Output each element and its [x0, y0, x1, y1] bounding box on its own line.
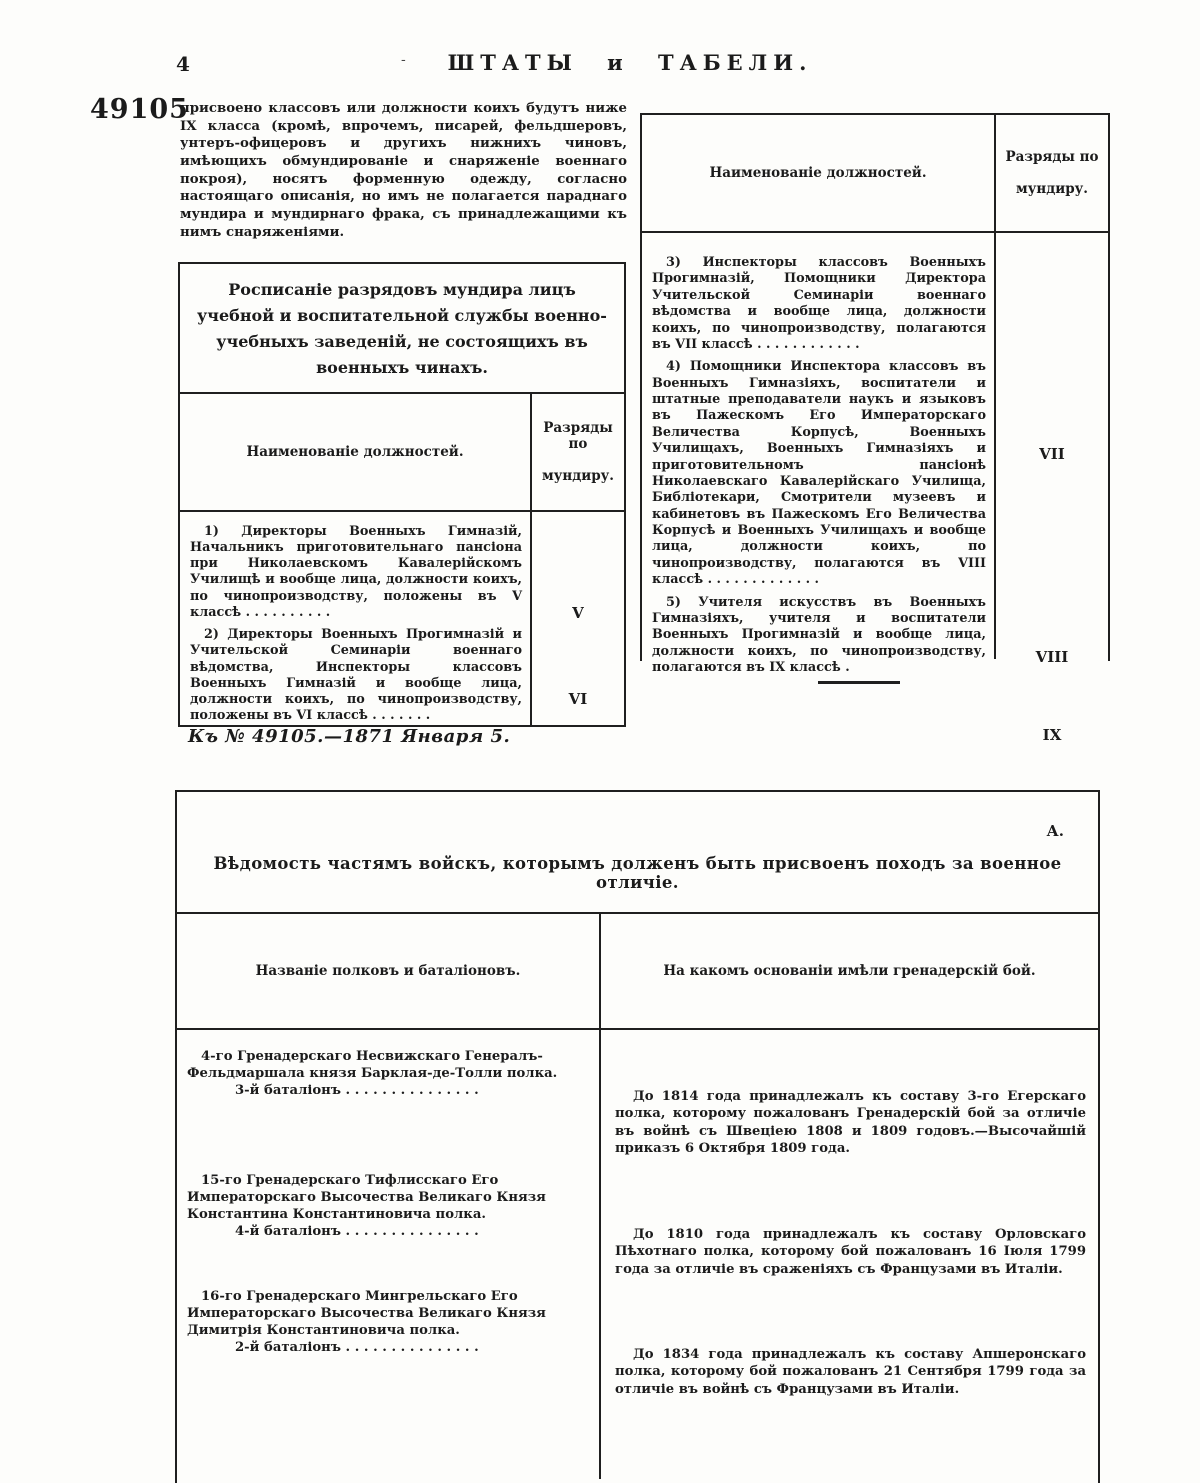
rank-value-entry-3: VII — [1039, 445, 1065, 463]
column-header-rank-line1: Разряды по — [1005, 149, 1099, 165]
scan-artifact-mark: - — [401, 52, 406, 68]
rank-cell — [996, 233, 1108, 744]
positions-cell — [642, 233, 996, 675]
uniform-ranks-table-right — [640, 113, 1110, 744]
regiment-entry-2 — [187, 1172, 589, 1241]
uniform-table-body-right — [642, 233, 1108, 744]
regiment-name: 16-го Гренадерскаго Мингрельскаго Его Императорскаго Высочества Великаго Князя Димитрія Константиновича полка. — [187, 1289, 546, 1339]
position-entry-2: 2) Директоры Военныхъ Прогимназій и Учительской Семинаріи военнаго вѣдомства, Инспекторы классовъ Военныхъ Гимназій и вообще лица, должности коихъ, по чинопроизводству, положены въ VI классѣ . . . . . . . — [190, 627, 522, 724]
page-header-title: ШТАТЫ и ТАБЕЛИ. — [447, 50, 813, 75]
regiment-name: 4-го Гренадерскаго Несвижскаго Генералъ-Фельдмаршала князя Барклая-де-Толли полка. — [187, 1049, 558, 1082]
regiments-column — [177, 1030, 601, 1479]
act-number: 49105 — [90, 94, 189, 125]
column-header-regiments: Названіе полковъ и баталіоновъ. — [177, 914, 601, 1028]
annex-table — [175, 790, 1100, 1483]
section-divider-dash — [818, 681, 900, 684]
annex-table-body — [177, 1030, 1098, 1479]
basis-entry-1: До 1814 года принадлежалъ къ составу 3-го Егерскаго полка, которому пожалованъ Гренадерскій бой за отличіе въ войнѣ съ Швеціею 1808 и 1809 годовъ.—Высочайшій приказъ 6 Октября 1809 года. — [615, 1089, 1086, 1157]
position-entry-1: 1) Директоры Военныхъ Гимназій, Начальникъ приготовительнаго пансіона при Николаевскомъ Кавалерійскомъ Училищѣ и вообще лица, должности коихъ, по чинопроизводству, положены въ V классѣ . . . . . . . . . . — [190, 523, 522, 620]
uniform-table-body-left — [180, 512, 624, 725]
rank-value-entry-2: VI — [568, 689, 588, 708]
basis-entry-2: До 1810 года принадлежалъ къ составу Орловскаго Пѣхотнаго полка, которому бой пожалованъ 16 Іюля 1799 года за отличіе въ сраженіяхъ съ Французами въ Италіи. — [615, 1227, 1086, 1277]
uniform-table-title: Росписаніе разрядовъ мундира лицъ учебной и воспитательной службы военно-учебныхъ заведеній, не состоящихъ въ военныхъ чинахъ. — [180, 264, 624, 394]
rank-value-entry-4: VIII — [1035, 648, 1069, 666]
intro-paragraph: присвоено классовъ или должности коихъ будутъ ниже IX класса (кромѣ, впрочемъ, писарей, фельдшеровъ, унтеръ-офицеровъ и другихъ нижнихъ чиновъ, имѣющихъ обмундированіе и снаряженіе военнаго покроя), носятъ форменную одежду, согласно настоящаго описанія, но имъ не полагается параднаго мундира и мундирнаго фрака, съ принадлежащими къ нимъ снаряженіями. — [180, 101, 627, 240]
position-entry-5: 5) Учителя искусствъ въ Военныхъ Гимназіяхъ, учителя и воспитатели Военныхъ Прогимназій и вообще лица, должности коихъ, по чинопроизводству, полагаются въ IX классѣ . — [652, 594, 986, 675]
position-entry-3: 3) Инспекторы классовъ Военныхъ Прогимназій, Помощники Директора Учительской Семинаріи военнаго вѣдомства и вообще лица, должности коихъ, по чинопроизводству, полагаются въ VII классѣ . . . . . . . . . . . . — [652, 255, 986, 352]
position-entry-4: 4) Помощники Инспектора классовъ въ Военныхъ Гимназіяхъ, воспитатели и штатные преподаватели наукъ и языковъ въ Пажескомъ Его Императорскаго Величества Корпусѣ, Военныхъ Училищахъ, Военныхъ Гимназіяхъ и приготовительномъ пансіонѣ Николаевскаго Кавалерійскаго Училища, Библіотекари, Смотрители музеевъ и кабинетовъ въ Пажескомъ Его Величества Корпусѣ и Военныхъ Училищахъ и вообще лица, должности коихъ, по чинопроизводству, полагаются въ VIII классѣ . . . . . . . . . . . . . — [652, 359, 986, 588]
regiment-name: 15-го Гренадерскаго Тифлисскаго Его Императорскаго Высочества Великаго Князя Константина Константиновича полка. — [187, 1173, 546, 1223]
annex-table-caption-area — [177, 792, 1098, 912]
annex-table-header-row — [177, 912, 1098, 1030]
uniform-table-header-row-continued — [642, 115, 1108, 233]
column-header-rank — [532, 394, 624, 510]
column-header-positions: Наименованіе должностей. — [642, 115, 996, 231]
column-header-rank-line2: мундиру. — [541, 467, 615, 484]
column-header-rank-line2: мундиру. — [1015, 181, 1089, 197]
rank-value-entry-1: V — [572, 603, 584, 622]
column-header-rank-line1: Разряды по — [543, 419, 613, 452]
annex-corner-label: А. — [1046, 822, 1064, 840]
battalion-line: 4-й баталіонъ . . . . . . . . . . . . . . . — [235, 1224, 479, 1240]
battalion-line: 3-й баталіонъ . . . . . . . . . . . . . . . — [235, 1083, 479, 1099]
rank-value-entry-5: IX — [1042, 726, 1062, 744]
battalion-line: 2-й баталіонъ . . . . . . . . . . . . . . . — [235, 1340, 479, 1356]
regiment-entry-1 — [187, 1048, 589, 1099]
basis-column — [601, 1030, 1098, 1479]
column-header-basis: На какомъ основаніи имѣли гренадерскій бой. — [663, 963, 1036, 979]
positions-cell — [180, 512, 532, 725]
uniform-ranks-table-left — [178, 262, 626, 727]
uniform-table-header-row — [180, 394, 624, 512]
basis-entry-3: До 1834 года принадлежалъ къ составу Апшеронскаго полка, которому бой пожалованъ 21 Сентября 1799 года за отличіе въ войнѣ съ Французами въ Италіи. — [615, 1347, 1086, 1397]
rank-cell — [532, 512, 624, 725]
column-header-rank — [996, 115, 1108, 231]
annex-table-title: Вѣдомость частямъ войскъ, которымъ долженъ быть присвоенъ походъ за военное отличіе. — [213, 854, 1062, 892]
page-number: 4 — [176, 52, 190, 76]
column-header-positions: Наименованіе должностей. — [180, 394, 532, 510]
regiment-entry-3 — [187, 1288, 589, 1357]
reference-line: Къ № 49105.—1871 Января 5. — [188, 726, 511, 747]
